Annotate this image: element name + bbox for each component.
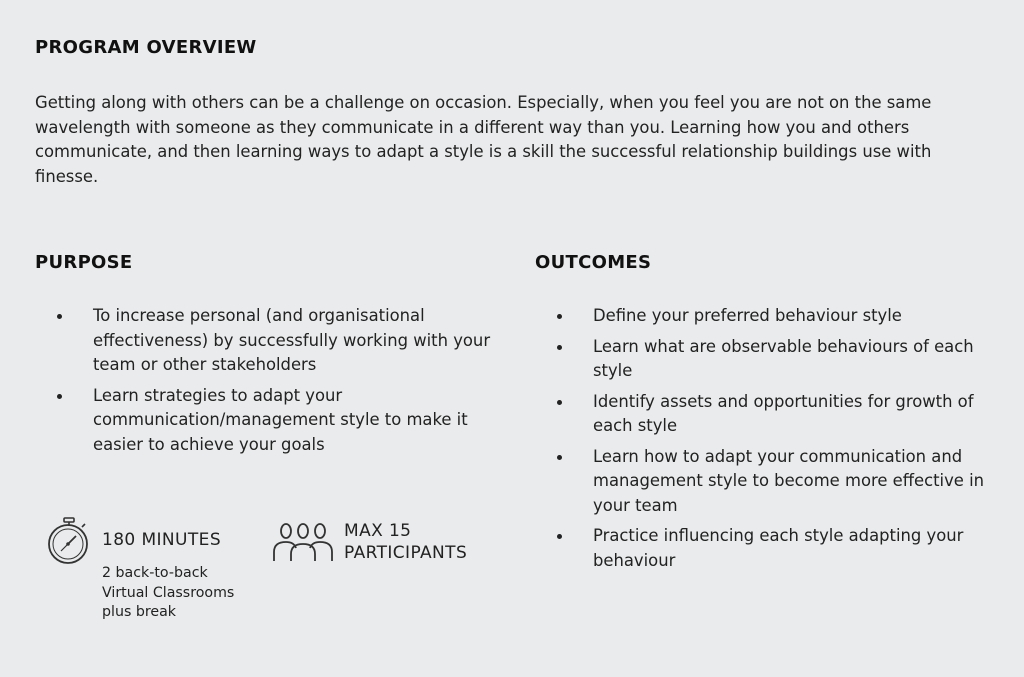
bullet-dot [57, 314, 62, 319]
outcomes-list [535, 304, 985, 579]
outcome-item-text: Learn what are observable behaviours of each style [593, 336, 974, 380]
participants-label-line: MAX 15 [344, 521, 412, 541]
outcome-item-text: Define your preferred behaviour style [593, 306, 902, 325]
participants-label [344, 520, 524, 564]
bullet-dot [557, 455, 562, 460]
outcome-item-text: Learn how to adapt your communication and management style to become more effective in your team [593, 446, 985, 515]
bullet-dot [557, 345, 562, 350]
list-item [535, 304, 985, 329]
list-item [35, 384, 495, 458]
outcome-item-text: Identify assets and opportunities for growth of each style [593, 391, 974, 435]
purpose-item-text: Learn strategies to adapt your communication/management style to make it easier to achieve your goals [93, 385, 468, 454]
duration-note-line: Virtual Classrooms [102, 584, 235, 601]
duration-label: 180 MINUTES [102, 530, 222, 550]
purpose-item-text: To increase personal (and organisational effectiveness) by successfully working with your team or other stakeholders [93, 306, 491, 374]
bullet-dot [557, 534, 562, 539]
list-item [535, 445, 985, 519]
outcome-item-text: Practice influencing each style adapting your behaviour [593, 526, 964, 570]
overview-title: PROGRAM OVERVIEW [35, 37, 257, 58]
participants-label-line: PARTICIPANTS [344, 543, 468, 563]
bullet-dot [57, 394, 62, 399]
overview-text: Getting along with others can be a challenge on occasion. Especially, when you feel you are not on the same wavelength with someone as they communicate in a different way than you. Learning how you and others communicate, and then learning ways to adapt a style is a skill the successful relationship buildings use with finesse. [35, 93, 932, 186]
list-item [535, 524, 985, 573]
list-item [535, 335, 985, 384]
duration-note-line: 2 back-to-back [102, 565, 208, 581]
stopwatch-icon [46, 517, 92, 565]
list-item [35, 304, 495, 378]
duration-note [102, 564, 277, 623]
purpose-list [35, 304, 495, 463]
group-icon [272, 522, 334, 562]
duration-note-line: plus break [102, 604, 177, 620]
bullet-dot [557, 314, 562, 319]
purpose-title: PURPOSE [35, 252, 133, 273]
outcomes-title: OUTCOMES [535, 252, 652, 273]
list-item [535, 390, 985, 439]
bullet-dot [557, 400, 562, 405]
